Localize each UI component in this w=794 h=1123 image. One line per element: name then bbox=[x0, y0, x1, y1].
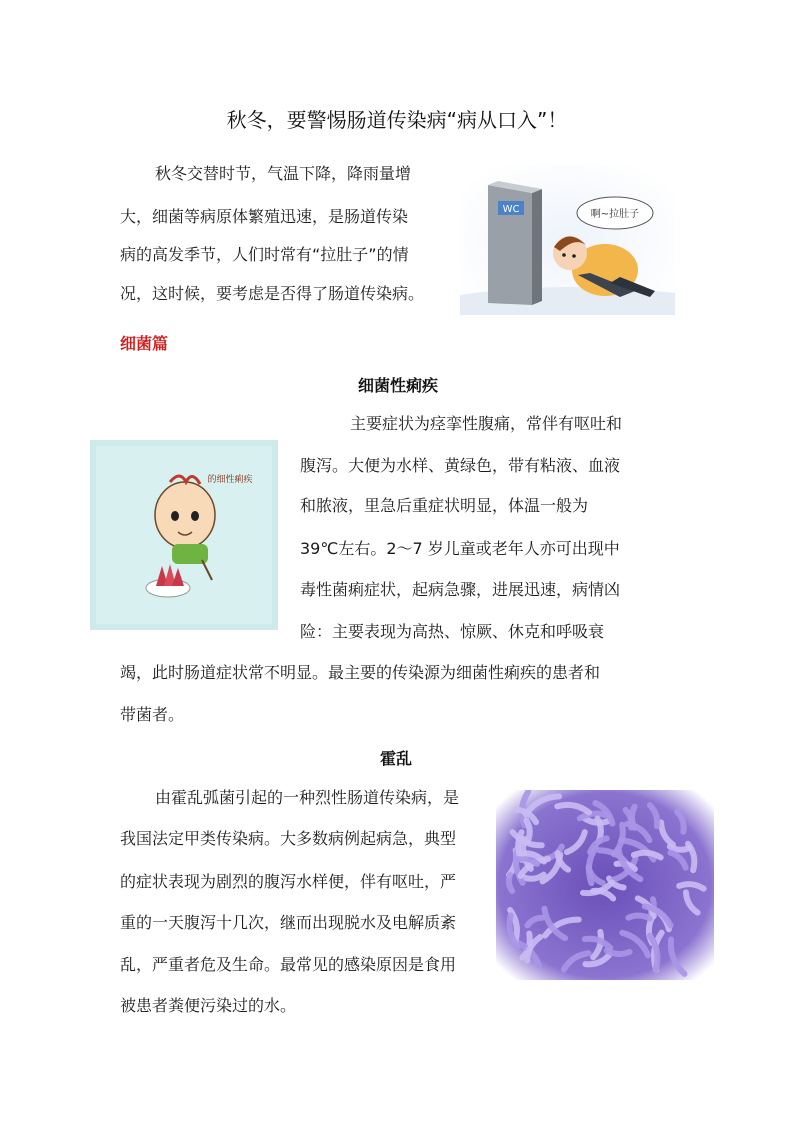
dysentery-heading: 细菌性痢疾 bbox=[358, 376, 439, 395]
dysentery-line: 带菌者。 bbox=[120, 705, 185, 724]
cholera-line: 被患者粪便污染过的水。 bbox=[120, 996, 297, 1015]
dysentery-line: 39℃左右。2～7 岁儿童或老年人亦可出现中 bbox=[300, 539, 620, 558]
page-title: 秋冬，要警惕肠道传染病“病从口入”！ bbox=[226, 108, 568, 132]
dysentery-line: 主要症状为痉挛性腹痛，常伴有呕吐和 bbox=[350, 414, 623, 433]
bacteria-micrograph bbox=[496, 790, 714, 980]
dysentery-illustration bbox=[90, 440, 278, 630]
dysentery-line: 竭，此时肠道症状常不明显。最主要的传染源为细菌性痢疾的患者和 bbox=[120, 663, 601, 682]
dysentery-line: 毒性菌痢症状，起病急骤，进展迅速，病情凶 bbox=[300, 580, 621, 599]
dysentery-image-label: 的细性痢疾 bbox=[207, 475, 253, 485]
intro-line: 大，细菌等病原体繁殖迅速，是肠道传染 bbox=[120, 207, 409, 226]
cholera-line: 乱，严重者危及生命。最常见的感染原因是食用 bbox=[120, 955, 457, 974]
dysentery-line: 和脓液，里急后重症状明显，体温一般为 bbox=[300, 496, 589, 515]
cholera-line: 的症状表现为剧烈的腹泻水样便，伴有呕吐，严 bbox=[120, 872, 457, 891]
cholera-line: 重的一天腹泻十几次，继而出现脱水及电解质紊 bbox=[120, 913, 457, 932]
intro-line: 病的高发季节，人们时常有“拉肚子”的情 bbox=[120, 245, 409, 264]
bacterium-rod bbox=[628, 915, 649, 919]
section-heading: 细菌篇 bbox=[120, 334, 169, 353]
cholera-line: 由霍乱弧菌引起的一种烈性肠道传染病，是 bbox=[155, 788, 460, 807]
wc-sign: WC bbox=[502, 204, 520, 215]
bacterium-rod bbox=[508, 875, 512, 891]
speech-bubble-text: 啊~拉肚子 bbox=[590, 209, 640, 220]
intro-line: 况，这时候，要考虑是否得了肠道传染病。 bbox=[120, 284, 425, 303]
bacterium-rod bbox=[607, 950, 630, 954]
dysentery-line: 腹泻。大便为水样、黄绿色，带有粘液、血液 bbox=[300, 456, 621, 475]
dysentery-line: 险：主要表现为高热、惊厥、休克和呼吸衰 bbox=[300, 622, 605, 641]
cholera-heading: 霍乱 bbox=[380, 749, 413, 768]
cholera-line: 我国法定甲类传染病。大多数病例起病急，典型 bbox=[120, 829, 457, 848]
intro-line: 秋冬交替时节，气温下降，降雨量增 bbox=[155, 164, 412, 183]
diarrhea-illustration bbox=[460, 165, 675, 315]
